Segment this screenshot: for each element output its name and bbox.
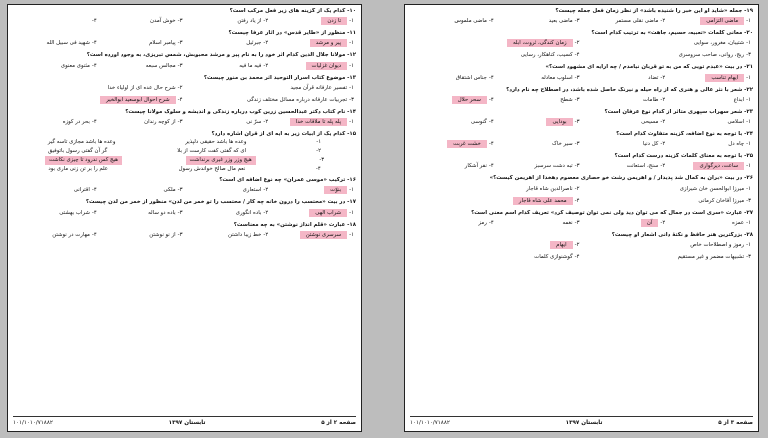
answer-option-selected[interactable] [410,138,496,150]
answer-option[interactable] [667,94,753,106]
option-text: بحر در کوزه [62,119,90,126]
option-text: سحر حلال [452,96,487,104]
answer-option[interactable] [496,160,582,172]
answer-option-selected[interactable] [496,116,582,128]
exam-page-left [7,4,362,432]
option-number: ۲- [574,185,580,192]
option-text: بودایی [546,118,572,126]
options-row [13,184,356,196]
answer-option-selected[interactable] [410,195,582,207]
answer-option[interactable] [667,138,753,150]
options-row [410,15,753,27]
answer-option-selected[interactable] [582,217,668,229]
answer-option-selected[interactable] [667,15,753,27]
answer-option[interactable] [496,217,582,229]
option-number: ۲- [263,119,269,126]
option-number: ۲- [263,18,269,25]
exam-season: تابستان ۱۳۹۷ [168,419,206,426]
option-text: بنوّت [324,186,347,194]
question-text: ۲۵- با توجه به معنای کلمات گزینه درست کدام است؟ [614,153,753,160]
options-row [410,239,753,263]
answer-option-selected[interactable] [410,239,582,251]
option-number: ۴- [488,18,494,25]
options-row [13,229,356,241]
option-text: سیر خاک [552,141,573,148]
exam-code: ۱۰۱/۱۰۱۰/۷۱۸۸۲ [410,419,450,426]
option-number: ۴- [91,18,97,25]
option-number: ۱- [316,139,322,146]
question-block [13,222,356,241]
options-row [410,37,753,61]
option-text: سنج، استعانت [626,163,659,170]
answer-option[interactable] [13,15,99,27]
option-number: ۲- [574,242,580,249]
option-text: پیر و مرشد [310,39,347,47]
option-number: ۱- [746,119,751,126]
answer-option[interactable] [582,94,668,106]
question-block [13,177,356,196]
option-number: ۲- [660,74,666,81]
option-number: ۴- [91,62,97,69]
option-text: ماضی نقلی مستمر [615,18,659,25]
option-text: باده انگوری [235,209,262,216]
answer-option[interactable] [582,49,754,61]
option-text: پیامبر اسلام [149,40,176,47]
answer-option-selected[interactable] [667,72,753,84]
option-text: تشبیهات مضمر و غیر مستقیم [677,254,745,261]
option-number: ۱- [349,119,354,126]
option-text: جبرئیل [246,40,262,47]
options-row [410,138,753,150]
answer-option[interactable] [582,239,754,251]
options-row [13,116,356,128]
question-block [13,8,356,27]
option-number: ۳- [574,119,580,126]
question-block [410,109,753,128]
option-number: ۳- [177,209,183,216]
option-number: ۳- [177,18,183,25]
question-text: ۱۹- جمله «شاید او این خبر را شنیده باشد» از نظر زمان فعل جمله چیست؟ [555,8,753,14]
options-row [410,217,753,229]
answer-option[interactable] [99,229,185,241]
answer-option[interactable] [410,251,582,263]
answer-option[interactable] [582,160,668,172]
question-text: ۲۷- عبارت «سری است در جمال که می توان دید ولی نمی توان توصیف کرد» تعریف کدام اسم معنی است؟ [471,209,753,216]
option-text: فیه ما فیه [239,62,262,69]
option-text: رموز و اصطلاحات خاص [690,242,745,249]
option-number: ۱- [746,18,751,25]
options-row [410,116,753,128]
question-block [13,52,356,71]
option-number: ۴- [488,163,494,170]
option-text: مهارت در نوشتن [52,231,90,238]
exam-season: تابستان ۱۳۹۷ [565,419,603,426]
option-number: ۱- [746,74,751,81]
option-text: ایهام [550,241,572,249]
option-number: ۲- [263,231,269,238]
verse-hemistich: هیچ کس ندرود تا چیزی نکاشت [45,156,122,165]
page-content [410,8,753,266]
answer-option[interactable] [410,160,496,172]
option-number: ۴- [91,187,97,194]
question-text: ۲۸- بزرگترین هنر حافظ و نکتهٔ دانی اشعار او چیست؟ [611,231,753,238]
option-text: تفسیر عارفانه قرآن مجید [290,84,348,91]
question-text: ۲۶- در بیت «بران به کمال شد پدیدار / و اهریمن رشت خو حصاری معصوم دهخدا از اهریمن کیست؟» [489,175,753,182]
option-text: نفر آشکار [464,163,487,170]
verse-hemistich: ای که گفتی کفت کارست از بلا [177,148,247,155]
question-text: ۱۲- مولانا جلال الدین کدام اثر خود را به نام پیر و مرشد محبوبش، شمس تبریزی، به وجود آورده است؟ [86,52,356,59]
question-text: ۱۴- نام کتاب دکتر عبدالحسین زرین کوب درباره زندگی و اندیشه و سلوک مولانا چیست؟ [125,108,356,115]
option-text: طامات [642,96,659,103]
option-text: تجربیات عارفانه درباره مسائل مختلف زندگی [246,96,348,103]
answer-option[interactable] [410,217,496,229]
options-row [13,207,356,219]
option-text: ماضی ملموس [454,18,487,25]
question-block [13,75,356,106]
options-row [410,94,753,106]
options-row [13,15,356,27]
answer-option-selected[interactable] [270,60,356,72]
option-text: سرسری نوشتن [300,231,347,239]
option-number: ۲- [660,18,666,25]
page-content [13,8,356,244]
option-text: اسلامی [727,119,745,126]
option-number: ۴- [488,141,494,148]
question-block [410,175,753,206]
option-text: مثنوی معنوی [60,62,90,69]
option-text: ابداع [733,96,745,103]
verse-hemistich: وعده ها باشد حقیقی دلپذیر [185,139,247,146]
option-number: ۱- [746,219,751,226]
question-block [410,210,753,229]
option-number: ۱- [349,209,354,216]
option-text: محمد علی شاه قاجار [513,197,573,205]
option-text: کسیب، کناهکار، رسایی [520,52,573,59]
question-block [410,87,753,106]
options-row [410,183,753,207]
question-text: ۱۱- منظور از «طایر قدس» در آثار عرفا چیست؟ [228,30,356,37]
option-text: ایهام تناسب [705,74,744,82]
answer-option[interactable] [99,184,185,196]
option-text: نغمه [562,219,573,226]
option-number: ۲- [263,40,269,47]
answer-option[interactable] [582,251,754,263]
option-text: باده دو ساله [148,209,176,216]
option-number: ۳- [574,18,580,25]
option-number: ۳- [177,231,183,238]
verse-hemistich: وعده ها باشد مجازی تاسه گیر [47,139,116,146]
question-block [13,131,356,174]
option-text: شرح احوال ابوسعید ابوالخیر [100,96,176,104]
answer-option[interactable] [99,15,185,27]
option-text: مجالس سبعه [145,62,176,69]
option-text: شراب بهشتی [59,209,90,216]
answer-option[interactable] [185,94,357,106]
question-text: ۲۳- شعر سهراب سپهری متأثر از کدام نوع عرفان است؟ [604,108,753,115]
verse-option[interactable] [13,165,356,174]
answer-option[interactable] [582,72,668,84]
verse-hemistich: نعم مال صالح خواندش رسول [178,166,246,173]
answer-option[interactable] [582,37,754,49]
option-number: ۴- [91,231,97,238]
option-number: ۴- [91,119,97,126]
question-text: ۲۴- با توجه به نوع اضافه، گزینه متفاوت کدام است؟ [616,131,753,138]
question-text: ۱۵- کدام یک از ابیات زیر به آیه ای از قرآن اشاره دارد؟ [211,131,356,138]
answer-option[interactable] [496,15,582,27]
option-number: ۲- [574,40,580,47]
question-block [13,109,356,128]
answer-option[interactable] [582,15,668,27]
exam-page-right [404,4,759,432]
option-number: ۴- [91,209,97,216]
question-block [410,8,753,27]
option-text: اسلوب معادله [541,74,573,81]
question-text: ۲۱- در بیت «عبدم تویی که من به تو قربان نیامدم / چه آرایه ای مشهود است؟» [545,64,753,71]
option-number: ۴- [315,166,321,173]
question-text: ۱۳- موضوع کتاب اسرار التوحید اثر محمد بن منور چیست؟ [203,74,356,81]
option-number: ۱- [349,62,354,69]
option-number: ۳- [574,163,580,170]
answer-option[interactable] [99,116,185,128]
option-text: سرّ نی [246,119,262,126]
option-number: ۴- [488,119,494,126]
answer-option[interactable] [13,60,99,72]
option-number: ۲- [263,187,269,194]
question-block [410,131,753,150]
answer-option-selected[interactable] [270,229,356,241]
option-text: زمان کندگی، ثروت، ابله [507,39,573,47]
option-number: ۴- [177,96,183,103]
question-block [410,30,753,61]
answer-option[interactable] [185,207,271,219]
option-number: ۴- [574,254,580,261]
option-number: ۲- [177,84,183,91]
answer-option[interactable] [185,37,271,49]
answer-option[interactable] [13,82,185,94]
exam-code: ۱۰۱/۱۰۱۰/۷۱۸۸۲ [13,419,53,426]
option-text: ناصرالدین شاه قاجار [526,185,573,192]
option-text: خوش آمدن [150,18,176,25]
question-text: ۱۷- در بیت «محتسب را درون خانه چه کار / محتسب را تو خمر من لدن» منظور از خمر من لدن چیست؟ [85,199,356,206]
option-number: ۴- [488,219,494,226]
option-number: ۲- [660,163,666,170]
option-number: ۲- [660,219,666,226]
option-number: ۲- [660,119,666,126]
option-text: گوشنوازی کلمات [534,254,573,261]
option-number: ۳- [177,187,183,194]
option-number: ۲- [660,141,666,148]
page-footer [13,416,356,428]
option-text: جناس اشتقاق [455,74,487,81]
option-number: ۴- [488,74,494,81]
option-text: ملکی [163,187,176,194]
question-block [13,199,356,218]
option-text: تضاد [648,74,659,81]
option-text: آن [641,219,658,227]
option-text: شطح [560,96,573,103]
option-number: ۲- [263,209,269,216]
answer-option[interactable] [99,60,185,72]
answer-option[interactable] [410,15,496,27]
answer-option-selected[interactable] [667,160,753,172]
option-text: از نو نوشتن [149,231,176,238]
answer-option-selected[interactable] [270,37,356,49]
option-number: ۴- [91,40,97,47]
answer-option[interactable] [667,116,753,128]
answer-option[interactable] [99,37,185,49]
answer-option-selected[interactable] [270,207,356,219]
answer-option-selected[interactable] [270,15,356,27]
answer-option-selected[interactable] [13,94,185,106]
answer-option[interactable] [185,60,271,72]
option-text: میرزا آقاخان کرمانی [698,197,745,204]
option-text: گنوسی [470,119,487,126]
option-text: ماضی بعید [548,18,573,25]
verse-option[interactable] [13,147,356,156]
option-text: پله پله تا ملاقات خدا [290,118,347,126]
answer-option[interactable] [582,195,754,207]
verse-hemistich: گر آن گفتی رسول باتوفیق [48,148,108,155]
option-number: ۳- [177,119,183,126]
option-text: از کوچه رندان [144,119,176,126]
option-number: ۱- [746,185,751,192]
option-text: ساعت، دیرگواری [693,162,744,170]
answer-option[interactable] [13,37,99,49]
option-number: ۱- [746,242,751,249]
question-block [410,153,753,172]
option-text: تبه دشت سرسبز [534,163,573,170]
option-number: ۳- [574,74,580,81]
option-text: شراب الهی [309,209,347,217]
option-number: ۳- [574,96,580,103]
option-number: ۱- [349,40,354,47]
answer-option[interactable] [582,183,754,195]
option-number: ۱- [746,163,751,170]
page-number: صفحه ۳ از ۵ [718,419,753,426]
option-text: رمز [478,219,487,226]
answer-option[interactable] [496,138,582,150]
question-block [410,64,753,83]
option-number: ۳- [177,40,183,47]
option-number: ۱- [349,18,354,25]
option-number: ۲- [660,96,666,103]
option-text: از یاد رفتن [237,18,262,25]
option-text: عمزه [732,219,745,226]
question-block [410,232,753,263]
answer-option[interactable] [185,15,271,27]
option-number: ۱- [746,96,751,103]
answer-option[interactable] [13,116,99,128]
option-number: ۳- [349,96,354,103]
option-number: ۳- [319,157,325,164]
option-number: ۳- [574,141,580,148]
answer-option[interactable] [496,94,582,106]
option-text: ریج، روانی، صاحب سروسری [678,52,745,59]
answer-option[interactable] [13,184,99,196]
question-text: ۱۰- کدام یک از گزینه های زیر فعل مرکب است؟ [229,8,356,14]
option-number: ۳- [746,52,751,59]
answer-option[interactable] [99,207,185,219]
question-block [13,30,356,49]
options-row [410,72,753,84]
verse-option-selected[interactable] [13,156,356,165]
answer-option-selected[interactable] [270,184,356,196]
answer-option[interactable] [13,207,99,219]
option-text: خط زیبا داشتن [227,231,262,238]
option-number: ۱- [349,84,354,91]
answer-option[interactable] [410,183,582,195]
answer-option[interactable] [582,116,668,128]
question-text: ۲۰- معانی کلمات «تعبیه، حسیم، جاهت» به ترتیب کدام است؟ [591,30,753,37]
option-number: ۴- [488,96,494,103]
option-text: اقترانی [73,187,90,194]
option-text: شرح حال عده ای از اولیاء خدا [107,84,176,91]
option-text: کل دنیا [642,141,659,148]
answer-option[interactable] [410,49,582,61]
options-row [13,82,356,106]
option-text: خشت غربت [447,140,487,148]
answer-option[interactable] [667,217,753,229]
option-text: شهید فی سبیل الله [46,40,90,47]
option-text: میرزا ابوالحسن خان شیرازی [679,185,745,192]
answer-option[interactable] [496,72,582,84]
question-text: ۲۲- شعر با نثر عالی و هنری که از راه حیله و نیرنگ حاصل شده باشد، در اصطلاح چه نام دارد؟ [506,86,753,93]
answer-option[interactable] [582,138,668,150]
option-number: ۴- [574,197,580,204]
option-text: چاه دل [728,141,745,148]
answer-option-selected[interactable] [410,37,582,49]
option-number: ۱- [746,40,751,47]
option-number: ۲- [263,62,269,69]
option-number: ۱- [349,231,354,238]
answer-option-selected[interactable] [270,116,356,128]
option-number: ۳- [746,197,751,204]
options-row [410,160,753,172]
answer-option[interactable] [185,82,357,94]
answer-option[interactable] [185,229,271,241]
answer-option[interactable] [410,72,496,84]
answer-option-selected[interactable] [410,94,496,106]
question-text: ۱۸- عبارت «قلم انداز نوشتن» به چه معناست؟ [233,221,356,228]
page-number: صفحه ۲ از ۵ [321,419,356,426]
verse-option[interactable] [13,138,356,147]
answer-option[interactable] [185,184,271,196]
answer-option[interactable] [185,116,271,128]
options-row [13,37,356,49]
option-text: شتیبان، مغرور، سوایی [693,40,745,47]
answer-option[interactable] [13,229,99,241]
option-text: مسیحی [641,119,659,126]
option-number: ۱- [349,187,354,194]
verse-hemistich: علم را بر تن زنی ماری بود [48,166,109,173]
options-row [13,60,356,72]
option-number: ۳- [574,219,580,226]
option-number: ۱- [746,141,751,148]
option-text: استعاری [242,187,262,194]
answer-option[interactable] [410,116,496,128]
page-footer [410,416,753,428]
option-number: ۳- [177,62,183,69]
option-text: ماضی التزامی [700,17,744,25]
verse-hemistich: هیچ وزر وزر غیری برنداشت [186,156,256,165]
option-text: دیوان غزلیات [306,62,348,70]
option-text: تا زدن [321,17,347,25]
option-number: ۴- [574,52,580,59]
option-number: ۳- [746,254,751,261]
question-text: ۱۶- ترکیب «موسی عمران» چه نوع اضافه ای است؟ [219,177,356,184]
option-number: ۲- [316,148,321,155]
